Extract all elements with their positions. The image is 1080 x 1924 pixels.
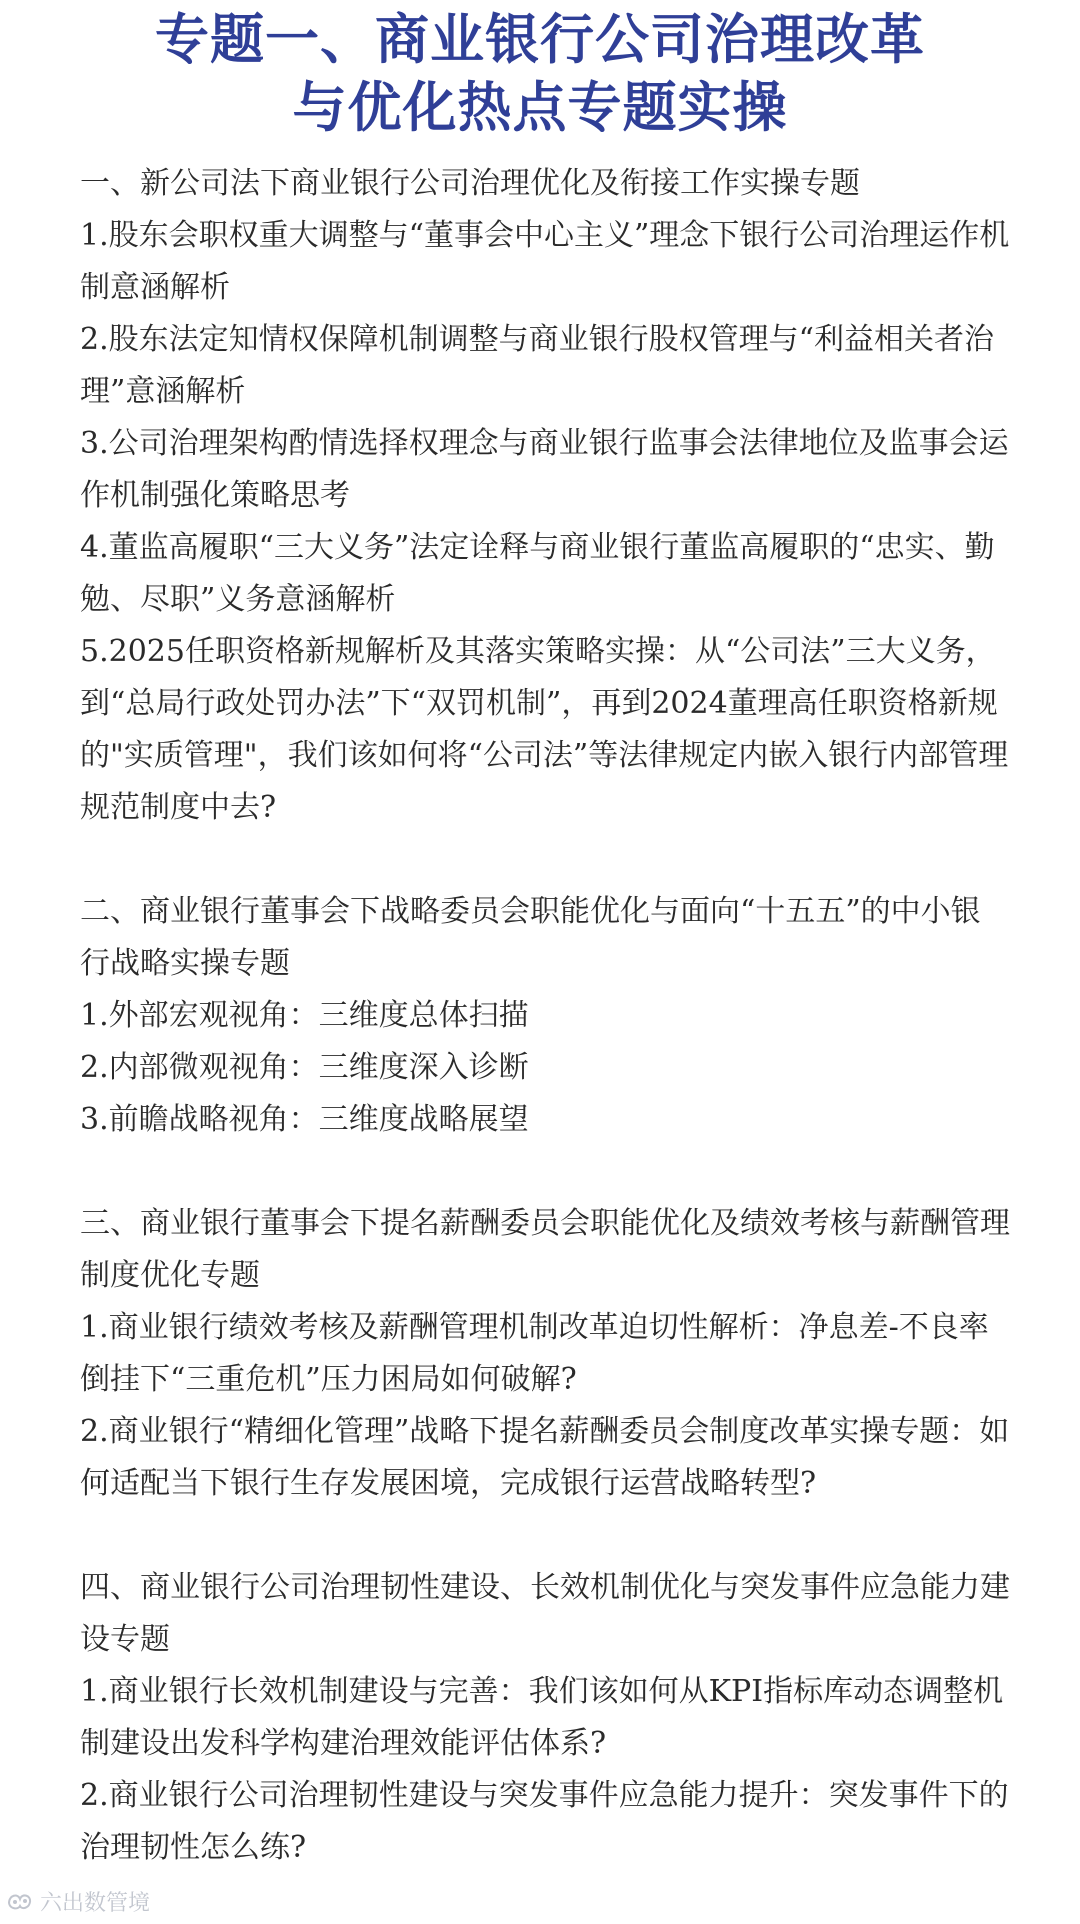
section-heading: 三、商业银行董事会下提名薪酬委员会职能优化及绩效考核与薪酬管理制度优化专题	[80, 1206, 1010, 1293]
watermark-logo-icon	[6, 1888, 36, 1914]
document-body	[80, 158, 1010, 1874]
section-item: 2.商业银行公司治理韧性建设与突发事件应急能力提升：突发事件下的治理韧性怎么练?	[80, 1778, 1009, 1865]
section-item: 2.商业银行“精细化管理”战略下提名薪酬委员会制度改革实操专题：如何适配当下银行生存发展困境，完成银行运营战略转型?	[80, 1414, 1010, 1501]
section-item: 4.董监高履职“三大义务”法定诠释与商业银行董监高履职的“忠实、勤勉、尽职”义务意涵解析	[80, 530, 995, 617]
section-item: 3.公司治理架构酌情选择权理念与商业银行监事会法律地位及监事会运作机制强化策略思考	[80, 426, 1009, 513]
section-item: 5.2025任职资格新规解析及其落实策略实操：从“公司法”三大义务，到“总局行政处罚办法”下“双罚机制”，再到2024董理高任职资格新规的"实质管理"，我们该如何将“公司法”等法律规定内嵌入银行内部管理规范制度中去?	[80, 634, 1009, 825]
section-heading: 一、新公司法下商业银行公司治理优化及衔接工作实操专题	[80, 166, 860, 201]
section-4	[80, 1562, 1010, 1874]
section-item: 3.前瞻战略视角：三维度战略展望	[80, 1102, 529, 1137]
section-item: 2.股东法定知情权保障机制调整与商业银行股权管理与“利益相关者治理”意涵解析	[80, 322, 994, 409]
section-3	[80, 1198, 1010, 1510]
section-heading: 四、商业银行公司治理韧性建设、长效机制优化与突发事件应急能力建设专题	[80, 1570, 1010, 1657]
section-item: 2.内部微观视角：三维度深入诊断	[80, 1050, 529, 1085]
page-title-line-2: 与优化热点专题实操	[292, 76, 788, 139]
section-item: 1.商业银行长效机制建设与完善：我们该如何从KPI指标库动态调整机制建设出发科学构建治理效能评估体系?	[80, 1674, 1004, 1761]
section-item: 1.商业银行绩效考核及薪酬管理机制改革迫切性解析：净息差-不良率倒挂下“三重危机”压力困局如何破解?	[80, 1310, 989, 1397]
watermark-text: 六出数管境	[40, 1890, 151, 1916]
section-item: 1.股东会职权重大调整与“董事会中心主义”理念下银行公司治理运作机制意涵解析	[80, 218, 1010, 305]
section-item: 1.外部宏观视角：三维度总体扫描	[80, 998, 529, 1033]
section-1	[80, 158, 1010, 834]
section-2	[80, 886, 1010, 1146]
watermark	[6, 1884, 150, 1918]
section-heading: 二、商业银行董事会下战略委员会职能优化与面向“十五五”的中小银行战略实操专题	[80, 894, 981, 981]
page-title-line-1: 专题一、商业银行公司治理改革	[155, 8, 925, 71]
